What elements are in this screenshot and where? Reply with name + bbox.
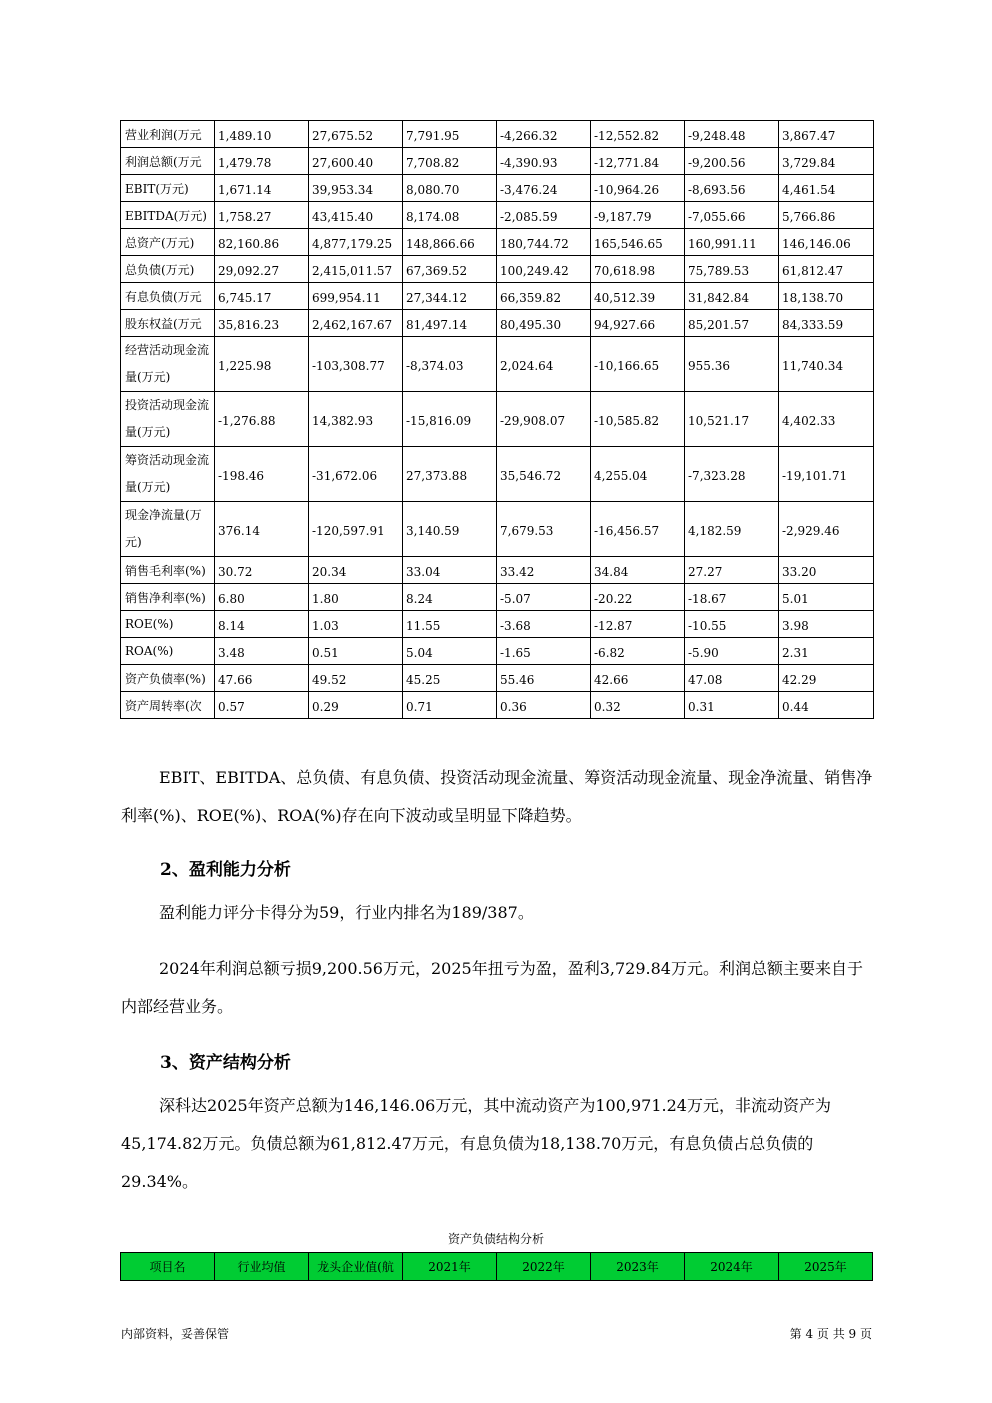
table-cell: -31,672.06 [309, 447, 403, 502]
table-cell: -10,166.65 [591, 337, 685, 392]
table-cell: 7,708.82 [403, 148, 497, 175]
table-row [121, 447, 874, 502]
table-cell: 27,600.40 [309, 148, 403, 175]
table-cell: -198.46 [215, 447, 309, 502]
table-cell: -12,771.84 [591, 148, 685, 175]
table-cell: 7,679.53 [497, 502, 591, 557]
table-cell: 27,675.52 [309, 121, 403, 148]
table-cell: -8,693.56 [685, 175, 779, 202]
row-label: ROE(%) [121, 611, 215, 638]
table-row [121, 256, 874, 283]
table-cell: 11,740.34 [779, 337, 874, 392]
table-cell: -4,266.32 [497, 121, 591, 148]
table-cell: 33.42 [497, 557, 591, 584]
table-cell: 1,479.78 [215, 148, 309, 175]
table-cell: 2,462,167.67 [309, 310, 403, 337]
table-cell: 6,745.17 [215, 283, 309, 310]
row-label: 总负债(万元) [121, 256, 215, 283]
table-cell: -1.65 [497, 638, 591, 665]
table-cell: -7,055.66 [685, 202, 779, 229]
table-cell: 47.08 [685, 665, 779, 692]
table-row [121, 638, 874, 665]
table-cell: -9,200.56 [685, 148, 779, 175]
table-cell: 66,359.82 [497, 283, 591, 310]
table-cell: 84,333.59 [779, 310, 874, 337]
table-cell: 3,729.84 [779, 148, 874, 175]
table-cell: 146,146.06 [779, 229, 874, 256]
table-cell: 61,812.47 [779, 256, 874, 283]
table-cell: 11.55 [403, 611, 497, 638]
table-row [121, 502, 874, 557]
table-row [121, 175, 874, 202]
row-label: 资产周转率(次 [121, 692, 215, 719]
table-cell: 8.24 [403, 584, 497, 611]
table-cell: -5.07 [497, 584, 591, 611]
table-cell: 27.27 [685, 557, 779, 584]
table-cell: -1,276.88 [215, 392, 309, 447]
table-cell: 8.14 [215, 611, 309, 638]
table-cell: 0.29 [309, 692, 403, 719]
row-label: 总资产(万元) [121, 229, 215, 256]
row-label: 投资活动现金流量(万元) [121, 392, 215, 447]
table-cell: -3.68 [497, 611, 591, 638]
table-cell: -15,816.09 [403, 392, 497, 447]
table-cell: 2,024.64 [497, 337, 591, 392]
table-cell: -10,585.82 [591, 392, 685, 447]
table-cell: 955.36 [685, 337, 779, 392]
asset-table-header-row [121, 1253, 873, 1281]
table-cell: -120,597.91 [309, 502, 403, 557]
table-cell: 3.98 [779, 611, 874, 638]
table-cell: 49.52 [309, 665, 403, 692]
row-label: 有息负债(万元 [121, 283, 215, 310]
financial-indicators-table [120, 120, 874, 719]
header-cell: 2025年 [779, 1253, 873, 1281]
table-cell: -2,929.46 [779, 502, 874, 557]
table-cell: 42.66 [591, 665, 685, 692]
table-cell: 0.32 [591, 692, 685, 719]
header-cell: 龙头企业值(航 [309, 1253, 403, 1281]
table-cell: 160,991.11 [685, 229, 779, 256]
table-row [121, 337, 874, 392]
table-cell: 165,546.65 [591, 229, 685, 256]
table-cell: 67,369.52 [403, 256, 497, 283]
row-label: EBITDA(万元) [121, 202, 215, 229]
table-cell: 5.01 [779, 584, 874, 611]
asset-structure-table [120, 1252, 873, 1281]
row-label: 现金净流量(万元) [121, 502, 215, 557]
header-cell: 2023年 [591, 1253, 685, 1281]
table-cell: 40,512.39 [591, 283, 685, 310]
table-cell: 4,877,179.25 [309, 229, 403, 256]
table-cell: 4,461.54 [779, 175, 874, 202]
table-cell: 1,225.98 [215, 337, 309, 392]
table-cell: -10,964.26 [591, 175, 685, 202]
table-cell: 1,758.27 [215, 202, 309, 229]
table-cell: 42.29 [779, 665, 874, 692]
profit-detail-paragraph: 2024年利润总额亏损9,200.56万元，2025年扭亏为盈，盈利3,729.84万元。利润总额主要来自于内部经营业务。 [121, 959, 863, 1016]
profit-heading: 2、盈利能力分析 [160, 860, 291, 880]
table-cell: 30.72 [215, 557, 309, 584]
table-cell: 2,415,011.57 [309, 256, 403, 283]
table-cell: -8,374.03 [403, 337, 497, 392]
table-cell: 35,816.23 [215, 310, 309, 337]
table-row [121, 310, 874, 337]
table-cell: 6.80 [215, 584, 309, 611]
table-cell: 7,791.95 [403, 121, 497, 148]
table-cell: 100,249.42 [497, 256, 591, 283]
table-row [121, 611, 874, 638]
header-cell: 项目名 [121, 1253, 215, 1281]
table-cell: 2.31 [779, 638, 874, 665]
table-cell: 39,953.34 [309, 175, 403, 202]
table-cell: 699,954.11 [309, 283, 403, 310]
table-cell: 94,927.66 [591, 310, 685, 337]
table-cell: 0.36 [497, 692, 591, 719]
table-cell: 3.48 [215, 638, 309, 665]
row-label: ROA(%) [121, 638, 215, 665]
table-row [121, 557, 874, 584]
table-cell: 10,521.17 [685, 392, 779, 447]
row-label: 经营活动现金流量(万元) [121, 337, 215, 392]
table-cell: 31,842.84 [685, 283, 779, 310]
table-cell: -2,085.59 [497, 202, 591, 229]
table-cell: -7,323.28 [685, 447, 779, 502]
table-cell: 29,092.27 [215, 256, 309, 283]
row-label: 利润总额(万元 [121, 148, 215, 175]
table-cell: 33.20 [779, 557, 874, 584]
table-cell: 1,671.14 [215, 175, 309, 202]
table-cell: -9,248.48 [685, 121, 779, 148]
table-cell: 70,618.98 [591, 256, 685, 283]
table-cell: -4,390.93 [497, 148, 591, 175]
footer-confidential: 内部资料，妥善保管 [121, 1327, 230, 1341]
table-cell: -20.22 [591, 584, 685, 611]
table-cell: -6.82 [591, 638, 685, 665]
row-label: 股东权益(万元 [121, 310, 215, 337]
table-cell: -29,908.07 [497, 392, 591, 447]
table-cell: 81,497.14 [403, 310, 497, 337]
asset-table-caption: 资产负债结构分析 [447, 1232, 544, 1246]
header-cell: 2021年 [403, 1253, 497, 1281]
table-cell: -16,456.57 [591, 502, 685, 557]
asset-heading: 3、资产结构分析 [160, 1053, 291, 1073]
table-cell: 33.04 [403, 557, 497, 584]
row-label: 筹资活动现金流量(万元) [121, 447, 215, 502]
table-cell: 0.71 [403, 692, 497, 719]
table-cell: -19,101.71 [779, 447, 874, 502]
table-cell: 43,415.40 [309, 202, 403, 229]
table-cell: 3,867.47 [779, 121, 874, 148]
table-cell: -18.67 [685, 584, 779, 611]
table-cell: 0.31 [685, 692, 779, 719]
table-row [121, 692, 874, 719]
table-cell: -5.90 [685, 638, 779, 665]
table-row [121, 392, 874, 447]
table-cell: 18,138.70 [779, 283, 874, 310]
row-label: 销售毛利率(%) [121, 557, 215, 584]
table-cell: 5.04 [403, 638, 497, 665]
trend-paragraph: EBIT、EBITDA、总负债、有息负债、投资活动现金流量、筹资活动现金流量、现金净流量、销售净利率(%)、ROE(%)、ROA(%)存在向下波动或呈明显下降趋势。 [121, 768, 873, 825]
footer-page-number: 第 4 页 共 9 页 [789, 1327, 872, 1341]
header-cell: 行业均值 [215, 1253, 309, 1281]
table-cell: 27,373.88 [403, 447, 497, 502]
table-cell: 1.03 [309, 611, 403, 638]
table-cell: 35,546.72 [497, 447, 591, 502]
table-cell: 47.66 [215, 665, 309, 692]
row-label: 营业利润(万元 [121, 121, 215, 148]
table-cell: 8,174.08 [403, 202, 497, 229]
table-row [121, 202, 874, 229]
table-cell: 82,160.86 [215, 229, 309, 256]
table-cell: 34.84 [591, 557, 685, 584]
table-cell: 75,789.53 [685, 256, 779, 283]
table-cell: 45.25 [403, 665, 497, 692]
table-cell: 180,744.72 [497, 229, 591, 256]
header-cell: 2022年 [497, 1253, 591, 1281]
table-cell: 14,382.93 [309, 392, 403, 447]
table-cell: 8,080.70 [403, 175, 497, 202]
table-row [121, 665, 874, 692]
table-cell: 4,402.33 [779, 392, 874, 447]
table-row [121, 148, 874, 175]
row-label: 销售净利率(%) [121, 584, 215, 611]
table-cell: 1.80 [309, 584, 403, 611]
table-row [121, 283, 874, 310]
table-cell: 5,766.86 [779, 202, 874, 229]
table-row [121, 121, 874, 148]
table-row [121, 584, 874, 611]
table-cell: 20.34 [309, 557, 403, 584]
table-cell: 55.46 [497, 665, 591, 692]
header-cell: 2024年 [685, 1253, 779, 1281]
asset-detail-paragraph: 深科达2025年资产总额为146,146.06万元，其中流动资产为100,971.24万元，非流动资产为45,174.82万元。负债总额为61,812.47万元，有息负债为18,138.70万元，有息负债占总负债的29.34%。 [121, 1096, 831, 1191]
table-cell: 85,201.57 [685, 310, 779, 337]
table-cell: -3,476.24 [497, 175, 591, 202]
row-label: 资产负债率(%) [121, 665, 215, 692]
table-cell: 4,255.04 [591, 447, 685, 502]
table-cell: -12.87 [591, 611, 685, 638]
table-cell: -12,552.82 [591, 121, 685, 148]
table-cell: -10.55 [685, 611, 779, 638]
table-row [121, 229, 874, 256]
table-cell: 27,344.12 [403, 283, 497, 310]
table-cell: 0.44 [779, 692, 874, 719]
row-label: EBIT(万元) [121, 175, 215, 202]
table-cell: -103,308.77 [309, 337, 403, 392]
profit-score-paragraph: 盈利能力评分卡得分为59，行业内排名为189/387。 [159, 903, 534, 922]
table-cell: 4,182.59 [685, 502, 779, 557]
table-cell: 3,140.59 [403, 502, 497, 557]
table-cell: 376.14 [215, 502, 309, 557]
table-cell: 148,866.66 [403, 229, 497, 256]
table-cell: 0.51 [309, 638, 403, 665]
table-cell: -9,187.79 [591, 202, 685, 229]
table-cell: 1,489.10 [215, 121, 309, 148]
table-cell: 0.57 [215, 692, 309, 719]
table-cell: 80,495.30 [497, 310, 591, 337]
